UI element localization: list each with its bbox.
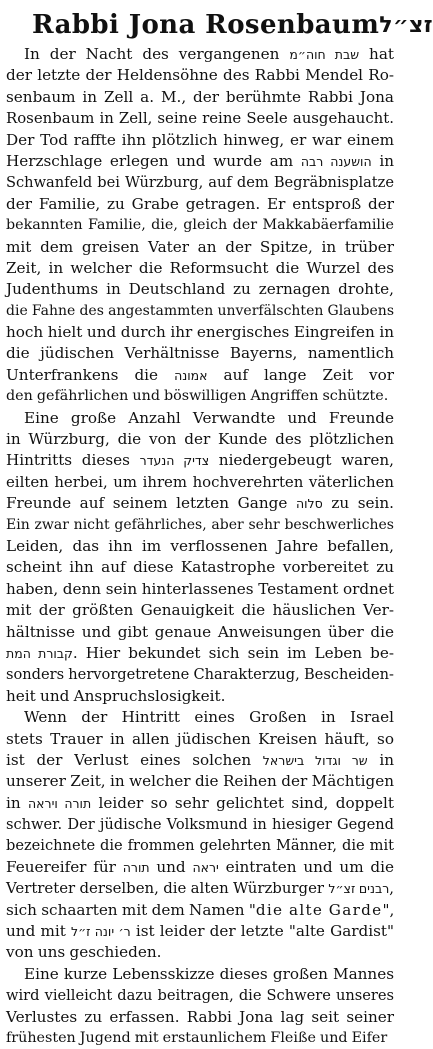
article-paragraph — [6, 44, 394, 408]
text-line — [6, 301, 394, 322]
text-line — [6, 258, 394, 279]
text-line — [6, 215, 394, 236]
text-line — [6, 536, 394, 557]
text-segment: hoch hielt und durch ihr energisches Eingreifen in — [6, 323, 394, 342]
text-line — [6, 194, 394, 215]
text-line — [6, 557, 394, 578]
article-paragraph — [6, 408, 394, 707]
text-segment: ", — [382, 900, 395, 919]
text-segment: Unterfrankens die — [6, 365, 175, 384]
text-line — [6, 322, 394, 343]
text-segment: eintraten und um die — [218, 857, 394, 876]
text-segment: bekannten Familie, die, gleich der Makkabäerfamilie — [6, 217, 394, 234]
text-line — [6, 964, 394, 985]
text-line — [6, 108, 394, 129]
text-line — [6, 279, 394, 300]
text-segment: schwer. Der jüdische Volksmund in hiesiger Gegend — [6, 816, 394, 834]
text-segment: hältnisse und gibt genaue Anweisungen über die — [6, 622, 394, 641]
text-line — [6, 151, 394, 172]
text-segment: Eine große Anzahl Verwandte und Freunde — [24, 408, 394, 427]
text-segment: Wenn der Hintritt eines Großen in Israel — [24, 708, 394, 727]
article-headline — [6, 6, 433, 44]
text-segment: Feuereifer für — [6, 857, 123, 876]
text-segment: mit dem greisen Vater an der Spitze, in trüber — [6, 237, 394, 256]
text-segment: Eine kurze Lebensskizze dieses großen Mannes — [24, 964, 394, 983]
text-line — [6, 835, 394, 856]
text-line — [6, 44, 394, 65]
text-segment: die jüdischen Verhältnisse Bayerns, namentlich — [6, 344, 394, 363]
text-line — [6, 643, 394, 664]
article-body — [6, 44, 394, 1049]
text-segment: scheint ihn auf diese Katastrophe vorbereitet zu — [6, 558, 394, 577]
hebrew-phrase: רבנים זצ״ל — [328, 881, 390, 897]
text-line — [6, 707, 394, 728]
hebrew-phrase: תורה — [122, 859, 150, 875]
text-line — [6, 985, 394, 1006]
text-line — [6, 365, 394, 386]
text-segment: Herzschlage erlegen und wurde am — [6, 151, 301, 170]
text-segment: frühesten Jugend mit erstaunlichem Fleiße und Eifer — [6, 1029, 388, 1046]
text-segment: eilten herbei, um ihrem hochverehrten väterlichen — [6, 472, 394, 491]
article-paragraph — [6, 707, 394, 964]
text-segment: und — [149, 857, 193, 876]
text-segment: Leiden, das ihn im verflossenen Jahre befallen, — [6, 536, 394, 555]
text-line — [6, 600, 394, 621]
text-segment: ist der Verlust eines solchen — [6, 750, 263, 769]
text-segment: den gefährlichen und böswilligen Angriffen schützte. — [6, 388, 389, 405]
text-line — [6, 857, 394, 878]
text-segment: Zeit, in welcher die Reformsucht die Wurzel des — [6, 258, 394, 277]
text-line — [6, 87, 394, 108]
text-segment: Ein zwar nicht gefährliches, aber sehr beschwerliches — [6, 516, 394, 533]
text-segment: Der Tod raffte ihn plötzlich hinweg, er war einem — [6, 130, 394, 149]
hebrew-phrase: אמונה — [174, 367, 208, 383]
hebrew-phrase: סלוה — [295, 496, 323, 512]
text-segment: auf lange Zeit vor — [207, 365, 394, 384]
text-line — [6, 515, 394, 536]
text-line — [6, 900, 394, 921]
text-line — [6, 472, 394, 493]
text-segment: . Hier bekundet sich sein im Leben be- — [72, 643, 394, 662]
text-segment: wird vielleicht dazu beitragen, die Schwere unseres — [6, 987, 394, 1005]
text-line — [6, 793, 394, 814]
text-line — [6, 686, 394, 707]
text-segment: von uns geschieden. — [6, 943, 162, 962]
text-line — [6, 130, 394, 151]
text-line — [6, 579, 394, 600]
text-line — [6, 942, 394, 963]
text-segment: sich schaarten mit dem Namen " — [6, 900, 256, 919]
text-segment: Vertreter derselben, die alten Würzburger — [6, 879, 329, 898]
text-line — [6, 386, 394, 407]
text-segment: Freunde auf seinem letzten Gange — [6, 494, 296, 513]
article-paragraph — [6, 964, 394, 1049]
hebrew-phrase: תורה ויראה — [28, 795, 92, 811]
text-line — [6, 1007, 394, 1028]
text-segment: in — [367, 750, 394, 769]
text-segment: Hintritts dieses — [6, 451, 140, 470]
text-segment: bezeichnete die frommen gelehrten Männer, die mit — [6, 837, 394, 855]
text-segment: in — [371, 151, 394, 170]
text-line — [6, 878, 394, 899]
text-line — [6, 65, 394, 86]
spaced-emphasis: die alte Garde — [255, 900, 383, 919]
text-segment: in Würzburg, die von der Kunde des plötzlichen — [6, 430, 394, 449]
text-segment: in — [6, 793, 29, 812]
hebrew-phrase: הושענה רבה — [300, 153, 372, 169]
hebrew-phrase: שר וגדול בישראל — [262, 752, 368, 768]
text-segment: niedergebeugt waren, — [209, 451, 394, 470]
hebrew-phrase: שבת חוה״מ — [289, 47, 360, 62]
text-line — [6, 729, 394, 750]
text-segment: heit und Anspruchslosigkeit. — [6, 686, 226, 705]
hebrew-phrase: ר׳ יונה ז״ל — [70, 924, 131, 940]
text-line — [6, 921, 394, 942]
text-line — [6, 429, 394, 450]
text-segment: Judenthums in Deutschland zu zernagen drohte, — [6, 280, 394, 299]
text-segment: ist leider der letzte "alte Gardist" — [130, 922, 394, 941]
text-segment: leider so sehr gelichtet sind, doppelt — [91, 793, 394, 812]
text-segment: die Fahne des angestammten unverfälschten Glaubens — [6, 302, 394, 319]
text-segment: Rosenbaum in Zell, seine reine Seele ausgehaucht. — [6, 109, 394, 128]
text-segment: unserer Zeit, in welcher die Reihen der Mächtigen — [6, 772, 394, 791]
text-segment: Schwanfeld bei Würzburg, auf dem Begräbnisplatze — [6, 174, 394, 192]
text-line — [6, 343, 394, 364]
text-line — [6, 814, 394, 835]
text-line — [6, 771, 394, 792]
text-line — [6, 664, 394, 685]
text-line — [6, 622, 394, 643]
text-line — [6, 237, 394, 258]
hebrew-phrase: צדיק הנעדר — [139, 453, 210, 469]
hebrew-phrase: יראה — [192, 859, 219, 875]
headline-hebrew: זצ״ל — [379, 12, 433, 38]
text-segment: , — [389, 879, 394, 898]
text-line — [6, 750, 394, 771]
text-segment: In der Nacht des vergangenen — [24, 45, 290, 63]
text-line — [6, 493, 394, 514]
text-segment: der Familie, zu Grabe getragen. Er entsproß der — [6, 194, 394, 213]
text-segment: haben, denn sein hinterlassenes Testament ordnet — [6, 579, 394, 598]
text-segment: zu sein. — [322, 494, 395, 513]
text-segment: sonders hervorgetretene Charakterzug, Bescheiden- — [6, 666, 394, 684]
text-line — [6, 408, 394, 429]
text-segment: stets Trauer in allen jüdischen Kreisen häuft, so — [6, 729, 394, 748]
text-line — [6, 1028, 394, 1049]
text-line — [6, 450, 394, 471]
text-line — [6, 172, 394, 193]
text-segment: mit der größten Genauigkeit die häuslichen Ver- — [6, 601, 394, 620]
text-segment: Verlustes zu erfassen. Rabbi Jona lag seit seiner — [6, 1007, 394, 1026]
text-segment: und mit — [6, 922, 71, 941]
hebrew-phrase: קבורת המת — [6, 645, 73, 661]
text-segment: der letzte der Heldensöhne des Rabbi Mendel Ro- — [6, 66, 394, 85]
text-segment: hat — [359, 45, 394, 63]
text-segment: senbaum in Zell a. M., der berühmte Rabbi Jona — [6, 87, 394, 106]
headline-title: Rabbi Jona Rosenbaum — [32, 10, 380, 40]
